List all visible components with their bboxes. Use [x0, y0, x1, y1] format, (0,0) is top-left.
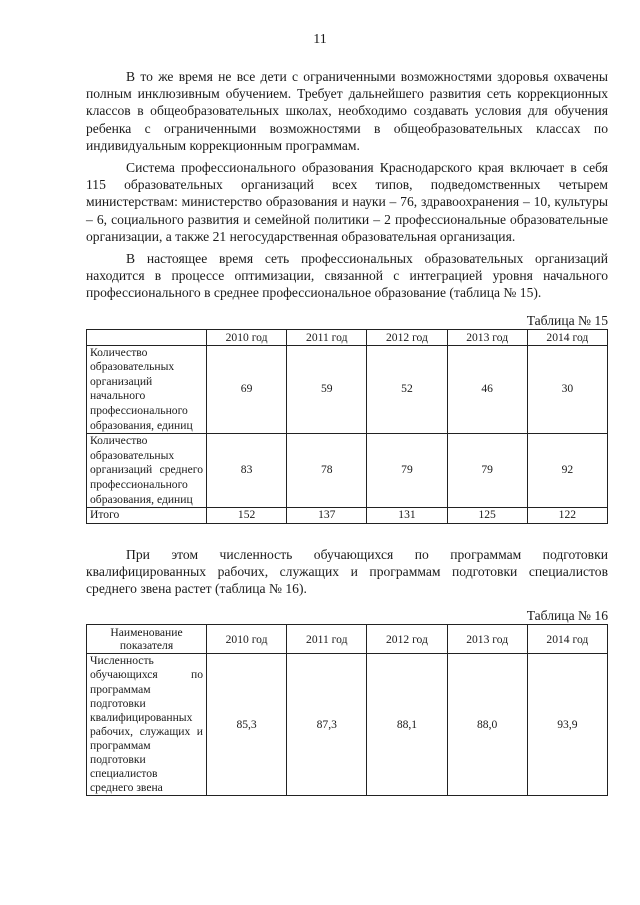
table-cell: 152: [207, 508, 287, 524]
header-cell-year: 2012 год: [367, 329, 447, 345]
table-row: [87, 345, 608, 434]
table-cell: 125: [447, 508, 527, 524]
table-cell: 78: [287, 434, 367, 508]
table-cell: 88,1: [367, 654, 447, 796]
table-cell: 46: [447, 345, 527, 434]
header-cell-year: 2011 год: [287, 329, 367, 345]
table-header-row: [87, 329, 608, 345]
table-16: [86, 624, 608, 796]
table-cell: 30: [527, 345, 607, 434]
table-cell: 92: [527, 434, 607, 508]
header-cell-year: 2010 год: [207, 625, 287, 654]
row-label: Количество образовательных организаций начального профессионального образования, единиц: [87, 345, 207, 434]
row-label-total: Итого: [87, 508, 207, 524]
header-cell-year: 2011 год: [287, 625, 367, 654]
paragraph-inclusive-education: В то же время не все дети с ограниченными возможностями здоровья охвачены полным инклюзивным обучением. Требует дальнейшего развития сеть коррекционных классов в общеобразовательных школах, необходимо создавать условия для обучения ребенка с ограниченными возможностями в общеобразовательных классах по индивидуальным коррекционным программам.: [86, 69, 608, 153]
table-cell: 87,3: [287, 654, 367, 796]
table-15-caption: Таблица № 15: [526, 312, 608, 328]
table-cell: 79: [367, 434, 447, 508]
table-header-row: [87, 625, 608, 654]
table-15: [86, 329, 608, 524]
page-number: 11: [313, 32, 327, 47]
table-16-caption: Таблица № 16: [526, 608, 608, 624]
row-label: Численность обучающихся по программам подготовки квалифицированных рабочих, служащих и программам подготовки специалистов среднего звена: [87, 654, 207, 796]
header-cell-year: 2010 год: [207, 329, 287, 345]
table-cell: 88,0: [447, 654, 527, 796]
header-cell-year: 2014 год: [527, 329, 607, 345]
table-cell: 137: [287, 508, 367, 524]
table-cell: 131: [367, 508, 447, 524]
table-cell: 93,9: [527, 654, 607, 796]
header-cell-year: 2012 год: [367, 625, 447, 654]
header-cell-year: 2013 год: [447, 329, 527, 345]
table-cell: 69: [207, 345, 287, 434]
paragraph-optimization: В настоящее время сеть профессиональных образовательных организаций находится в процессе оптимизации, связанной с интеграцией уровня начального профессионального в среднее профессиональное образование (таблица № 15).: [86, 251, 608, 301]
table-cell: 83: [207, 434, 287, 508]
header-cell-year: 2013 год: [447, 625, 527, 654]
table-total-row: [87, 508, 608, 524]
table-cell: 59: [287, 345, 367, 434]
table-row: [87, 434, 608, 508]
document-body: [86, 68, 608, 796]
paragraph-student-numbers: При этом численность обучающихся по программам подготовки квалифицированных рабочих, служащих и программам подготовки специалистов среднего звена растет (таблица № 16).: [86, 546, 608, 597]
header-cell-indicator: Наименование показателя: [87, 625, 207, 654]
table-cell: 52: [367, 345, 447, 434]
table-cell: 85,3: [207, 654, 287, 796]
table-cell: 79: [447, 434, 527, 508]
header-cell-year: 2014 год: [527, 625, 607, 654]
paragraph-vocational-system: Система профессионального образования Краснодарского края включает в себя 115 образовательных организаций всех типов, подведомственных четырем министерствам: министерство образования и науки – 76, здравоохранения – 10, культуры – 6, социального развития и семейной политики – 2 профессиональные образовательные организации, а также 21 негосударственная образовательная организация.: [86, 160, 608, 244]
table-cell: 122: [527, 508, 607, 524]
row-label: Количество образовательных организаций среднего профессионального образования, единиц: [87, 434, 207, 508]
table-row: [87, 654, 608, 796]
header-cell: [87, 329, 207, 345]
